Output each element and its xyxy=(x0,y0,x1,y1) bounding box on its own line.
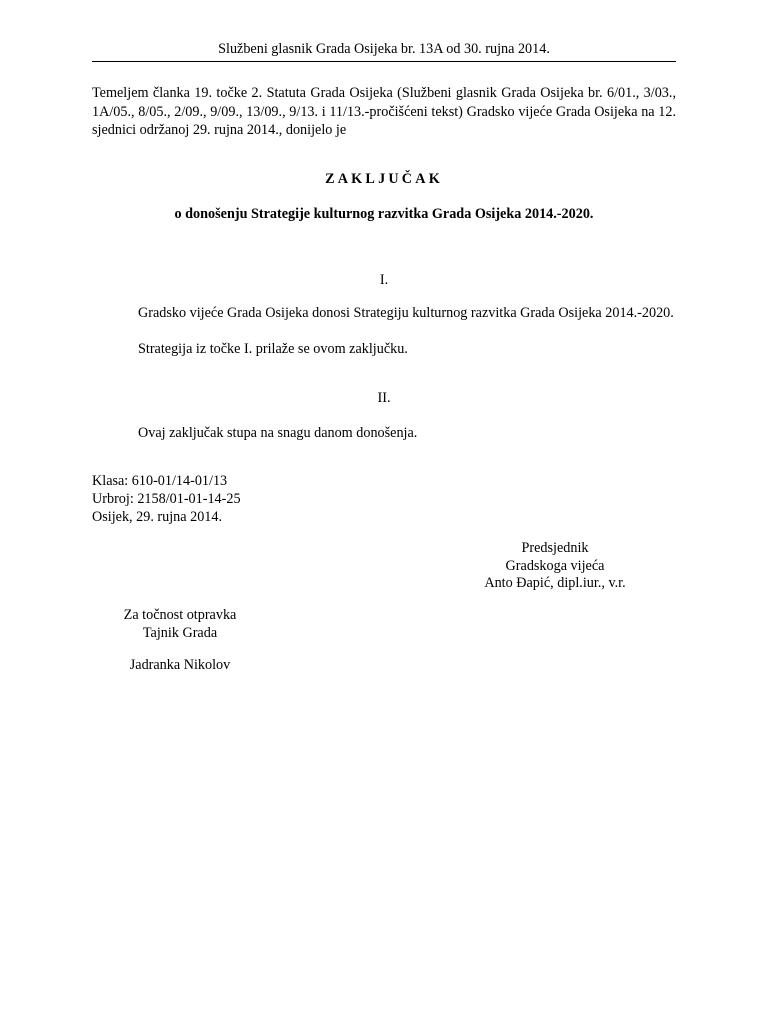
document-metadata xyxy=(92,472,241,526)
section-1-text-2: Strategija iz točke I. prilaže se ovom zaključku. xyxy=(138,341,408,357)
section-2-text: Ovaj zaključak stupa na snagu danom donošenja. xyxy=(138,425,418,441)
place-date: Osijek, 29. rujna 2014. xyxy=(92,509,223,525)
document-subtitle: o donošenju Strategije kulturnog razvitka Grada Osijeka 2014.-2020. xyxy=(174,206,594,222)
klasa: Klasa: 610-01/14-01/13 xyxy=(92,473,228,489)
header-rule xyxy=(92,61,676,62)
certification-line-2: Tajnik Grada xyxy=(142,624,218,641)
section-1-text: Gradsko vijeće Grada Osijeka donosi Strategiju kulturnog razvitka Grada Osijeka 2014.-2020. xyxy=(138,305,674,321)
signer-role: Predsjednik xyxy=(521,540,589,556)
signer-body: Gradskoga vijeća xyxy=(505,557,605,574)
gazette-header: Službeni glasnik Grada Osijeka br. 13A od 30. rujna 2014. xyxy=(218,41,550,57)
document-title: ZAKLJUČAK xyxy=(325,171,443,187)
section-1-paragraph xyxy=(92,304,676,322)
certification-block xyxy=(92,607,268,642)
certification-line-1: Za točnost otpravka xyxy=(123,607,237,623)
section-number-2: II. xyxy=(377,390,391,406)
certification-name: Jadranka Nikolov xyxy=(129,657,231,673)
signer-name: Anto Đapić, dipl.iur., v.r. xyxy=(484,575,626,591)
intro-paragraph: Temeljem članka 19. točke 2. Statuta Grada Osijeka (Službeni glasnik Grada Osijeka br. 6/01., 3/03., 1A/05., 8/05., 2/09., 9/09., 13/09., 9/13. i 11/13.-pročišćeni tekst) Gradsko vijeće Grada Osijeka na 12. sjednici održanoj 29. rujna 2014., donijelo je xyxy=(92,85,676,138)
signature-block xyxy=(450,540,660,593)
section-1-paragraph-2 xyxy=(92,340,676,358)
section-2-paragraph xyxy=(92,424,676,442)
urbroj: Urbroj: 2158/01-01-14-25 xyxy=(92,491,241,507)
section-number-1: I. xyxy=(379,272,389,288)
